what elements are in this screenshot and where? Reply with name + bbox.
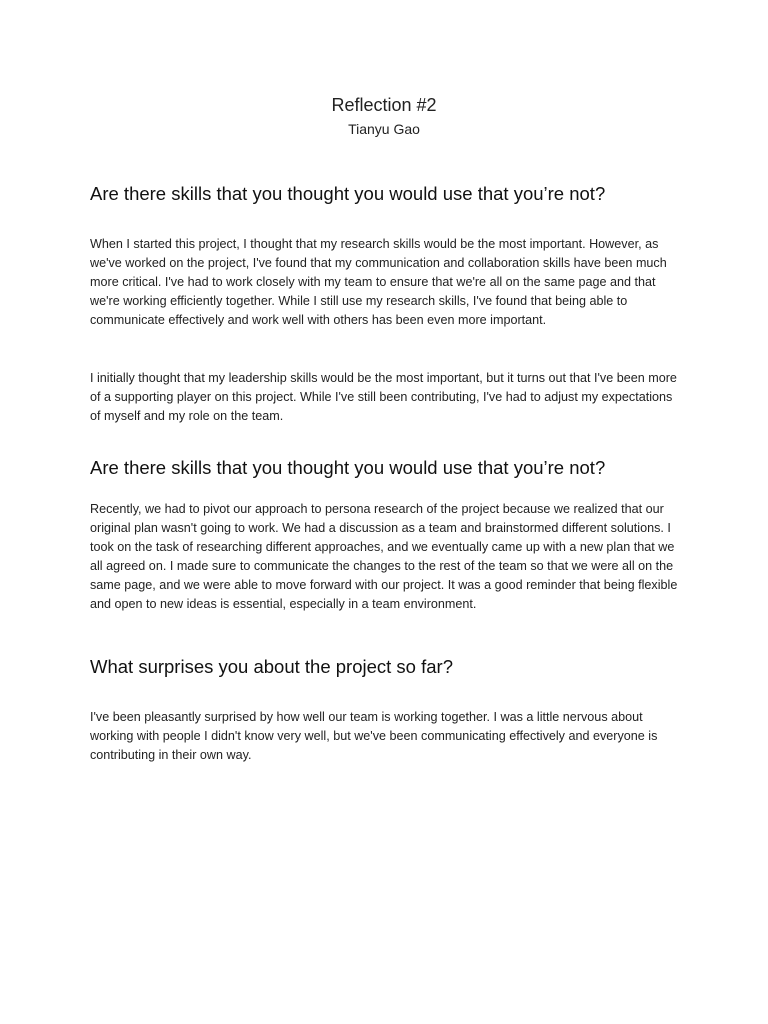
section-1-paragraph-2: I initially thought that my leadership skills would be the most important, but it turns out that I've been more of a supporting player on this project. While I've still been contributing, I've had to adjust my expectations of myself and my role on the team. bbox=[90, 371, 677, 423]
section-1-paragraph-1: When I started this project, I thought that my research skills would be the most important. However, as we've worked on the project, I've found that my communication and collaboration skills have been much more critical. I've had to work closely with my team to ensure that we're all on the same page and that we're working efficiently together. While I still use my research skills, I've found that being able to communicate effectively and work well with others has been even more important. bbox=[90, 237, 667, 327]
section-3-paragraph-1: I've been pleasantly surprised by how well our team is working together. I was a little nervous about working with people I didn't know very well, but we've been communicating effectively and everyone is contributing in their own way. bbox=[90, 710, 658, 762]
document-author: Tianyu Gao bbox=[348, 121, 420, 137]
section-heading-1: Are there skills that you thought you would use that you’re not? bbox=[90, 183, 606, 204]
document-title: Reflection #2 bbox=[331, 95, 437, 115]
section-heading-2: Are there skills that you thought you would use that you’re not? bbox=[90, 457, 606, 478]
section-heading-3: What surprises you about the project so far? bbox=[90, 656, 453, 677]
section-2-paragraph-1: Recently, we had to pivot our approach to persona research of the project because we realized that our original plan wasn't going to work. We had a discussion as a team and brainstormed different solutions. I took on the task of researching different approaches, and we eventually came up with a new plan that we all agreed on. I made sure to communicate the changes to the rest of the team so that we were all on the same page, and we were able to move forward with our project. It was a good reminder that being flexible and open to new ideas is essential, especially in a team environment. bbox=[90, 502, 678, 611]
